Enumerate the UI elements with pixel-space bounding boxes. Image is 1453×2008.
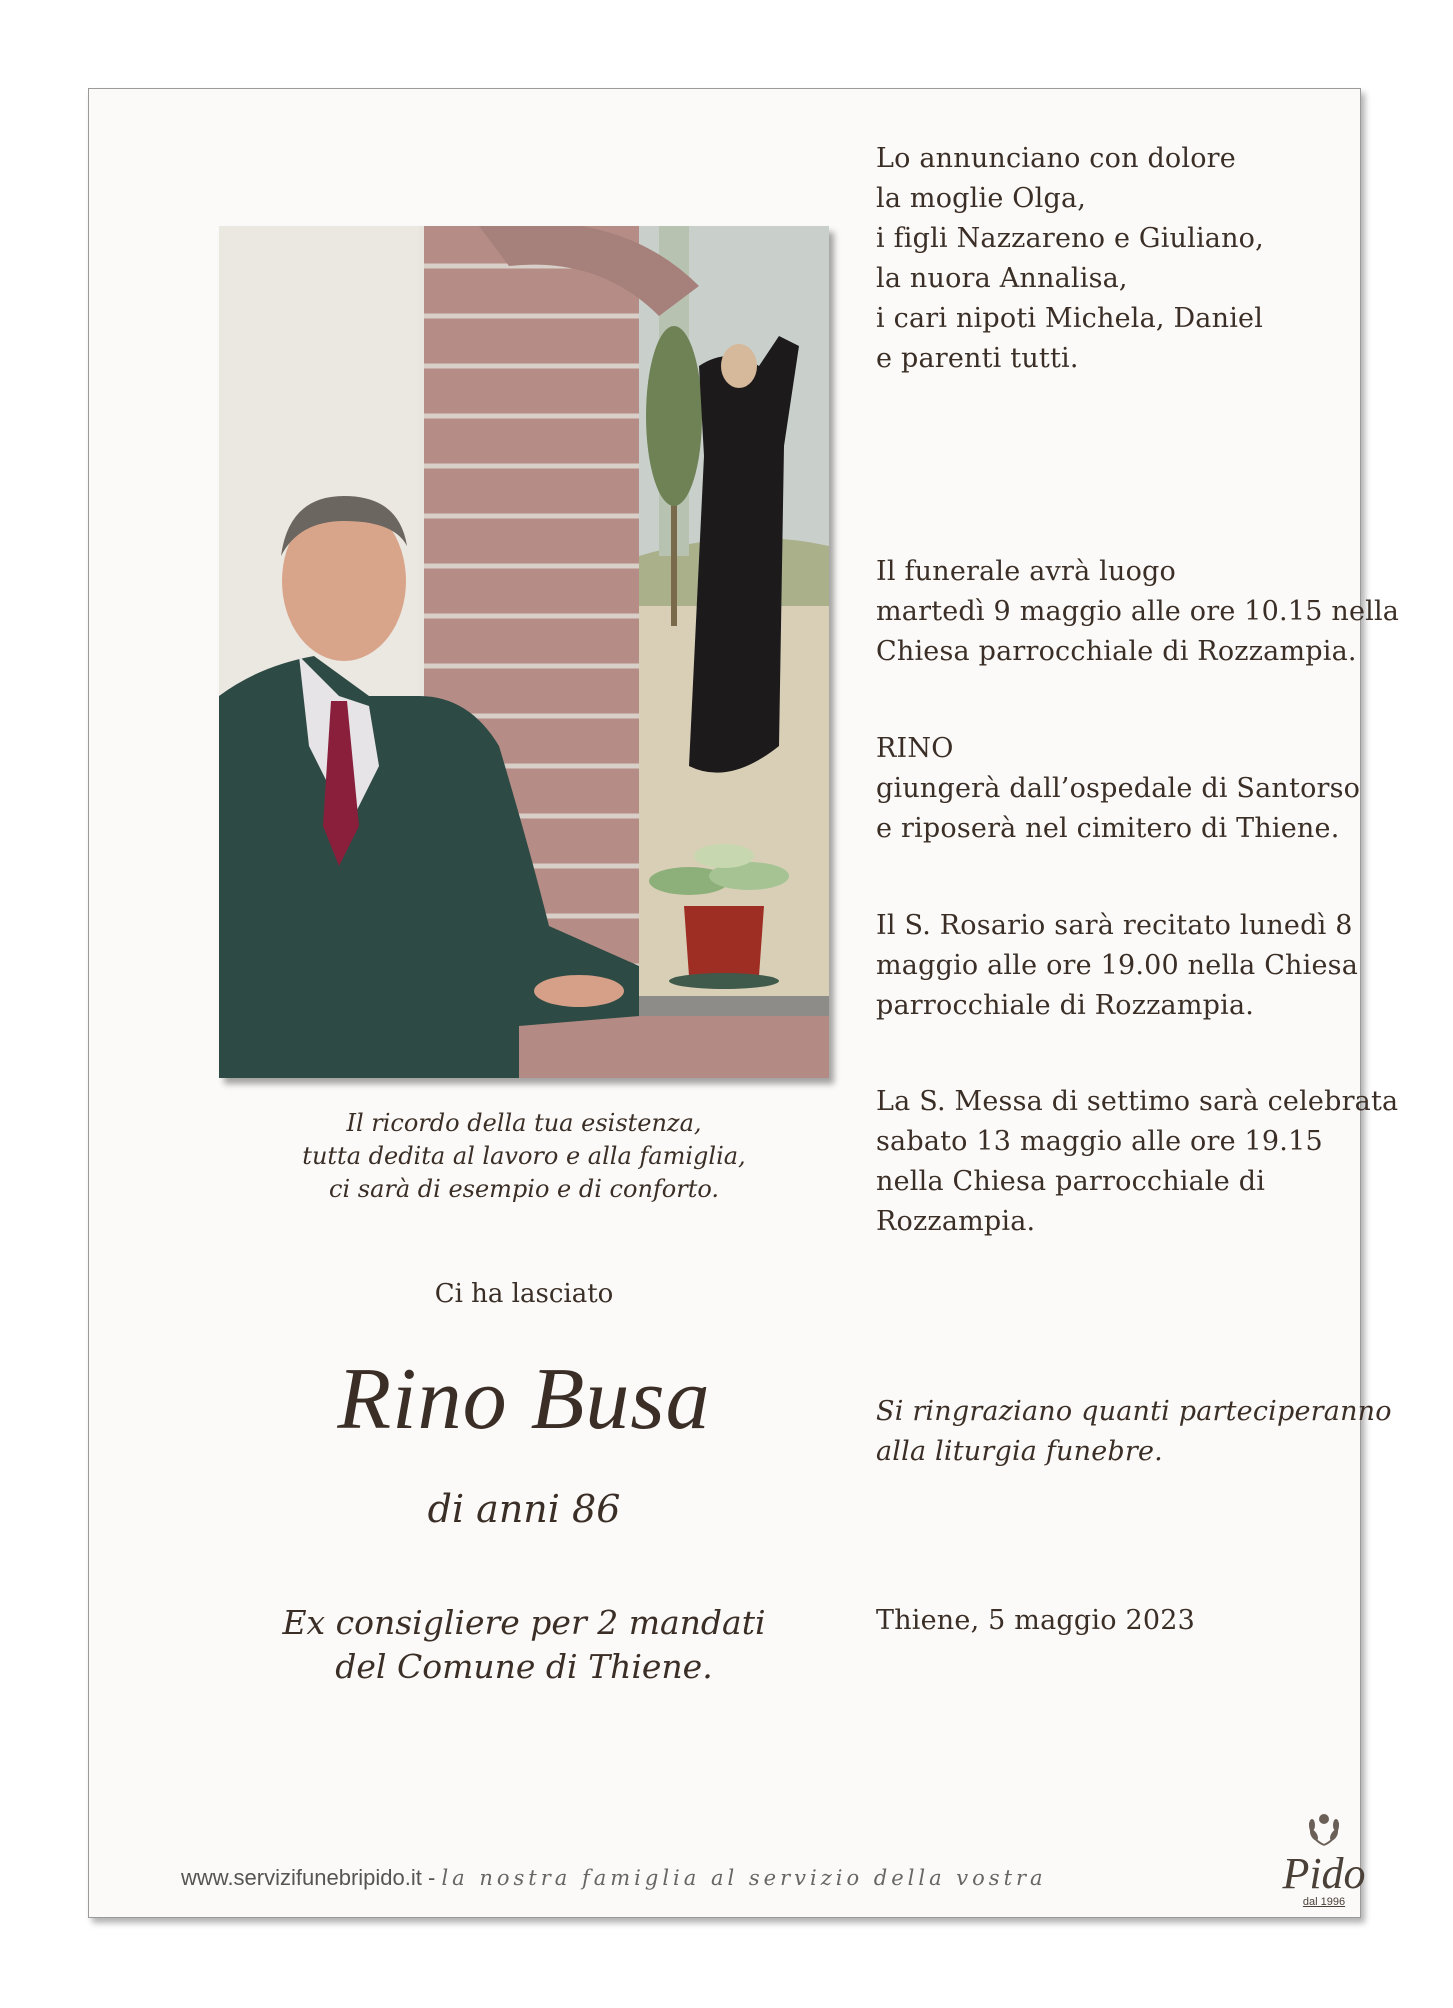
thanks-text: Si ringraziano quanti parteciperanno alla liturgia funebre. <box>876 1396 1392 1467</box>
mass-text: La S. Messa di settimo sarà celebrata sabato 13 maggio alle ore 19.15 nella Chiesa parrocchiale di Rozzampia. <box>876 1086 1399 1237</box>
footer-separator: - <box>421 1865 442 1890</box>
rosary-info <box>876 906 1416 1026</box>
deceased-role: Ex consigliere per 2 mandati del Comune di Thiene. <box>282 1603 766 1686</box>
logo-since: dal 1996 <box>1302 1896 1346 1908</box>
mass-info <box>876 1082 1416 1242</box>
place-date-text: Thiene, 5 maggio 2023 <box>876 1605 1195 1636</box>
funeral-text: Il funerale avrà luogo martedì 9 maggio alle ore 10.15 nella Chiesa parrocchiale di Rozzampia. <box>876 556 1400 667</box>
portrait-photo <box>219 226 829 1078</box>
family-announcement <box>876 139 1416 379</box>
thanks-note <box>876 1392 1416 1472</box>
deceased-age: di anni 86 <box>427 1487 621 1531</box>
deceased-name: Rino Busa <box>337 1351 711 1448</box>
funeral-home-logo <box>1269 1811 1379 1908</box>
funeral-info <box>876 552 1416 672</box>
place-date <box>876 1601 1416 1641</box>
logo-brand: Pido <box>1282 1849 1366 1898</box>
footer-slogan: la nostra famiglia al servizio della vostra <box>441 1866 1047 1890</box>
obituary-sheet <box>88 88 1400 1918</box>
arrival-text: RINO giungerà dall’ospedale di Santorso e riposerà nel cimitero di Thiene. <box>876 733 1361 844</box>
left-us-label: Ci ha lasciato <box>434 1279 614 1309</box>
rosary-text: Il S. Rosario sarà recitato lunedì 8 maggio alle ore 19.00 nella Chiesa parrocchiale di Rozzampia. <box>876 910 1359 1021</box>
arrival-info <box>876 729 1416 849</box>
footer-website[interactable]: www.servizifunebripido.it <box>181 1865 422 1890</box>
laurel-icon <box>1304 1811 1344 1847</box>
memorial-quote: Il ricordo della tua esistenza, tutta dedita al lavoro e alla famiglia, ci sarà di esempio e di conforto. <box>302 1109 746 1203</box>
family-lines: Lo annunciano con dolore la moglie Olga, i figli Nazzareno e Giuliano, la nuora Annalisa, i cari nipoti Michela, Daniel e parenti tutti. <box>876 143 1264 374</box>
footer <box>181 1865 1047 1891</box>
